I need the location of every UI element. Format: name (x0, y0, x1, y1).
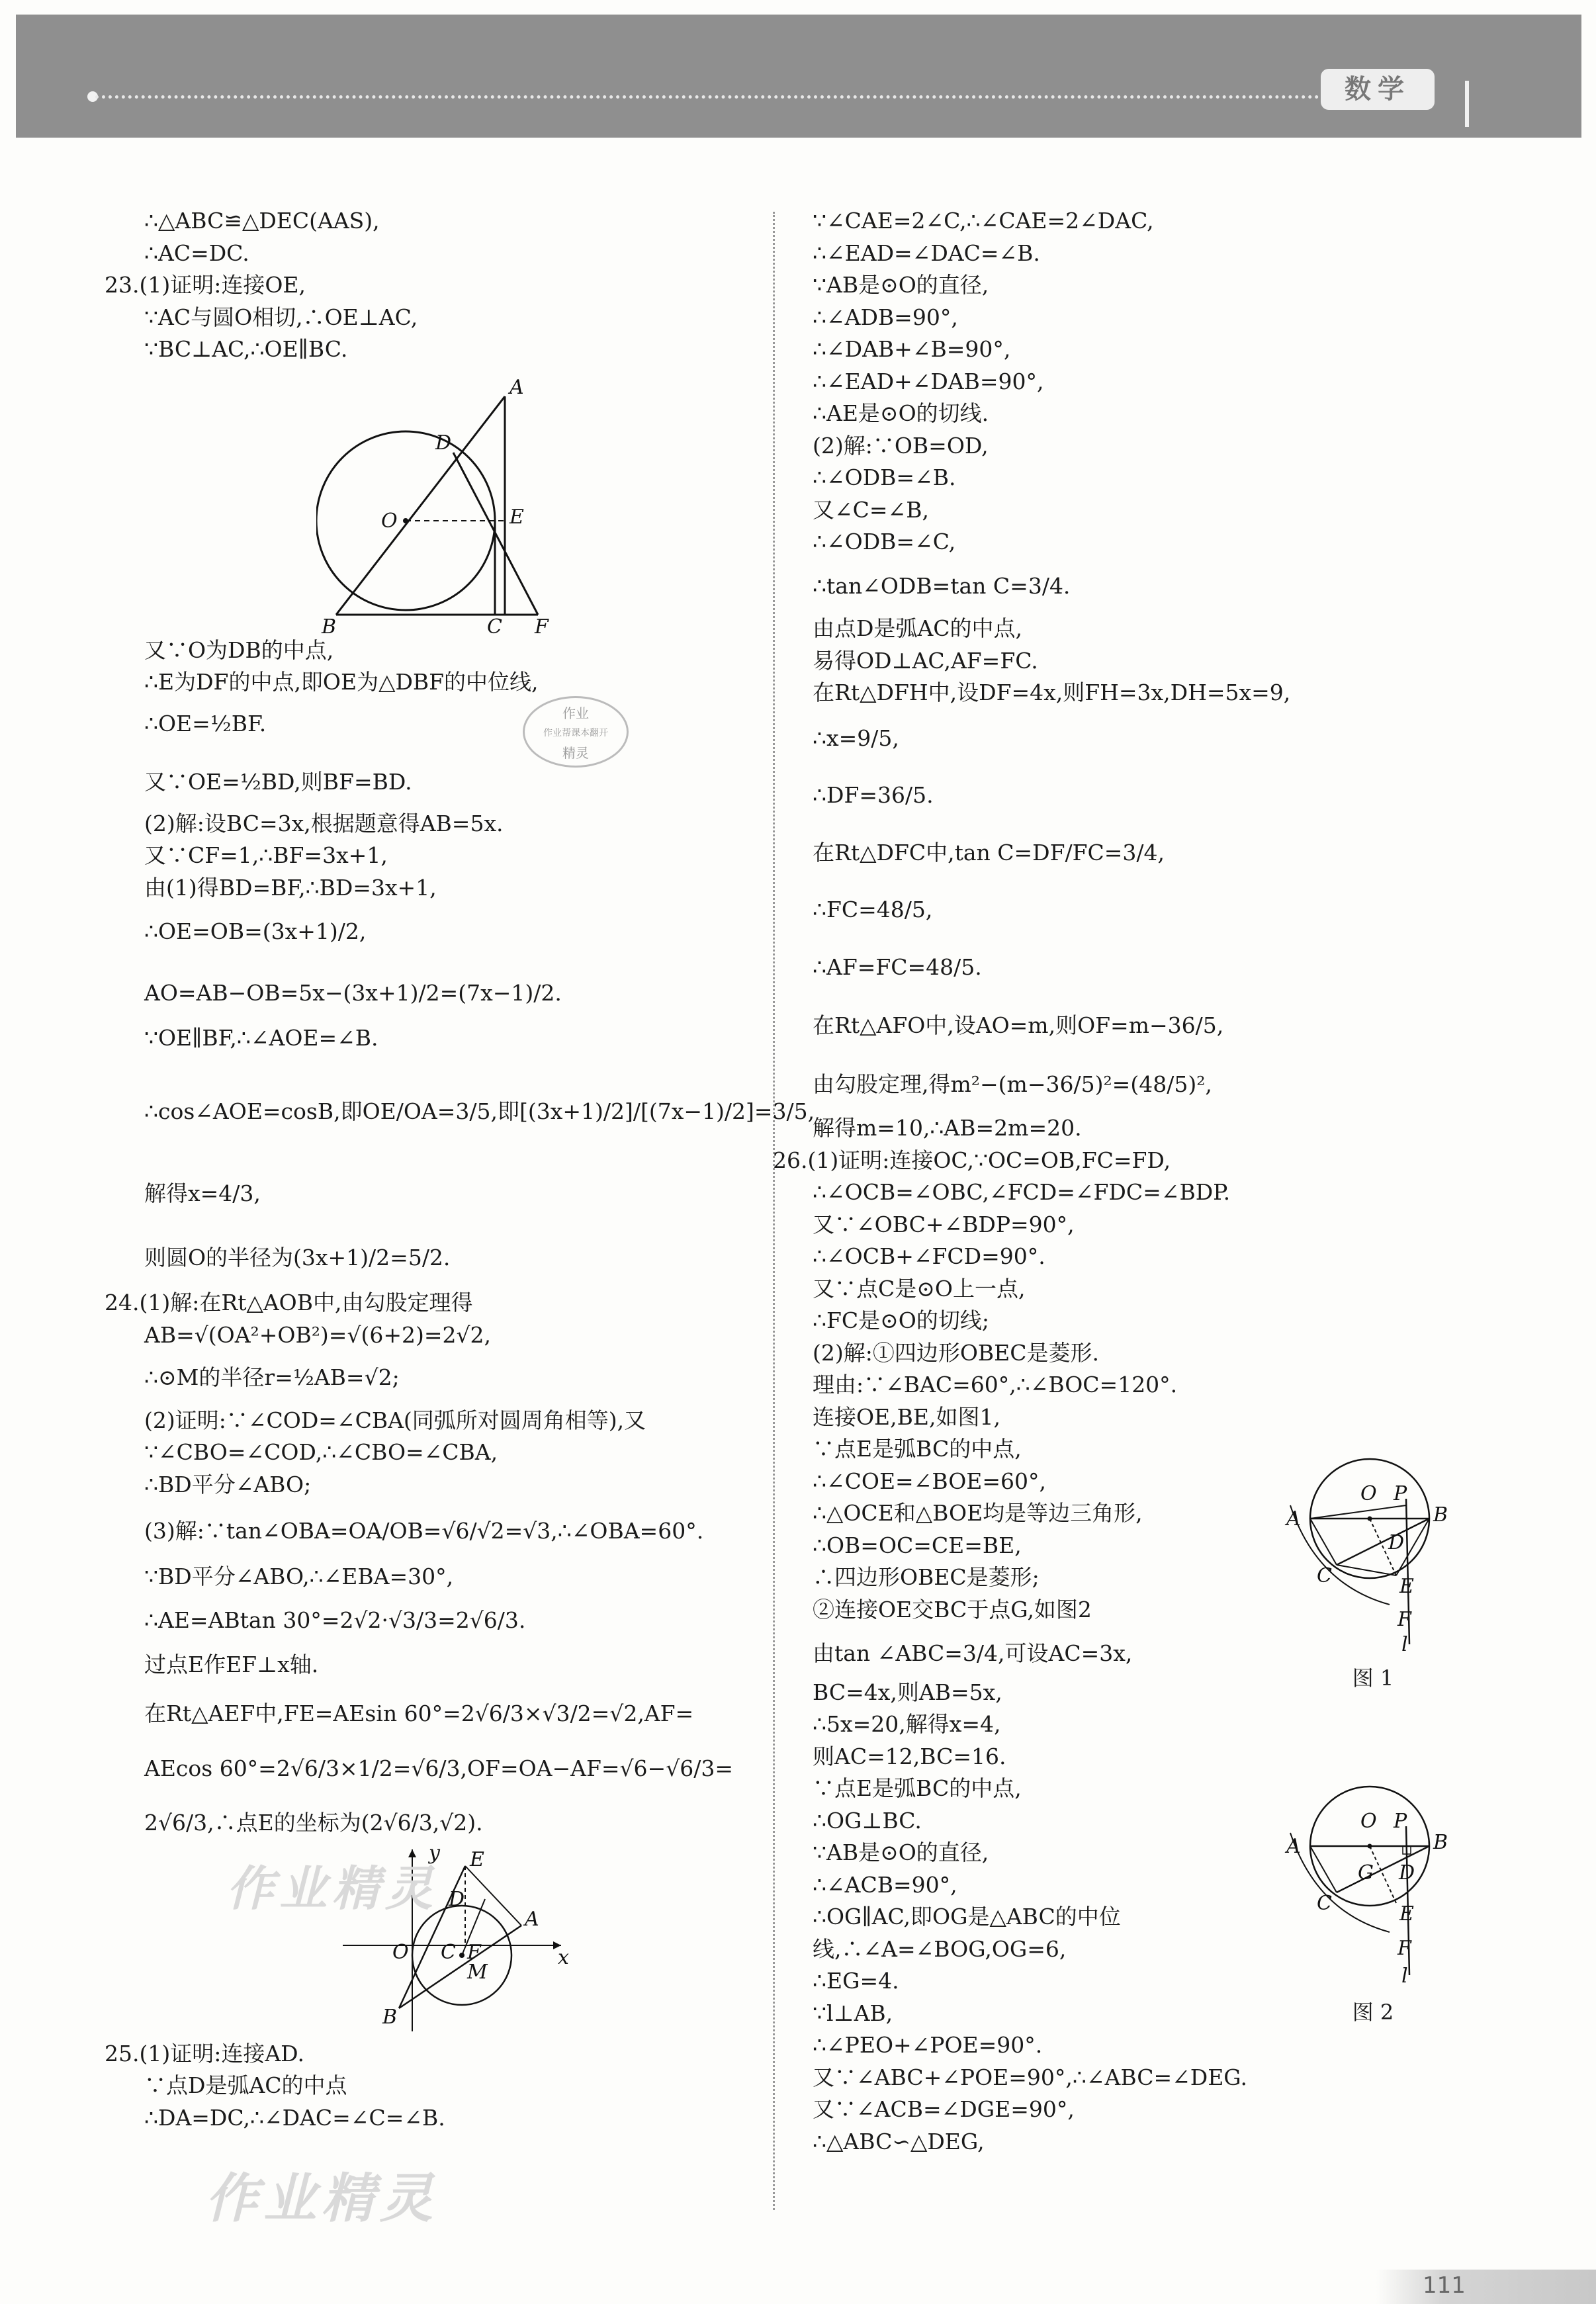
figure-26-1 (1277, 1452, 1469, 1692)
text-line: ∴∠DAB+∠B=90°, (813, 336, 1011, 362)
text-line: (3)解:∵tan∠OBA=OA/OB=√6/√2=√3,∴∠OBA=60°. (144, 1518, 704, 1544)
stamp-line: 作业 (562, 705, 589, 721)
fig26-1-label-b: B (1433, 1503, 1448, 1527)
fig26-2-label-g: G (1358, 1861, 1374, 1884)
text-line: 又∵点C是⊙O上一点, (813, 1275, 1026, 1302)
text-line: ∴∠EAD+∠DAB=90°, (813, 368, 1044, 394)
text-line: 2√6/3,∴点E的坐标为(2√6/3,√2). (144, 1810, 483, 1836)
header-bar (1465, 81, 1469, 127)
text-line: 由勾股定理,得m²−(m−36/5)²=(48/5)², (813, 1071, 1212, 1097)
fig26-1-label-o: O (1360, 1482, 1377, 1505)
figure-26-1-svg (1277, 1452, 1469, 1658)
stamp-line: 精灵 (562, 745, 589, 761)
text-line: ∴cos∠AOE=cosB,即OE/OA=3/5,即[(3x+1)/2]/[(7x−1)/2]=3/5, (144, 1098, 815, 1124)
text-line: ∴OE=½BF. (144, 710, 267, 736)
text-line: 在Rt△DFC中,tan C=DF/FC=3/4, (813, 839, 1165, 865)
fig26-2-label-d: D (1399, 1861, 1415, 1884)
text-line: ∴OB=OC=CE=BE, (813, 1532, 1022, 1558)
text-line: BC=4x,则AB=5x, (813, 1679, 1002, 1705)
figure-26-1-caption: 图 1 (1352, 1665, 1394, 1691)
subject-label: 数学 (1321, 69, 1435, 110)
fig26-2-label-b: B (1433, 1831, 1448, 1854)
text-line: (2)证明:∵∠COD=∠CBA(同弧所对圆周角相等),又 (144, 1407, 646, 1433)
fig26-1-label-f: F (1397, 1608, 1411, 1631)
fig26-2-label-a: A (1286, 1835, 1301, 1858)
text-line: ∴∠OCB+∠FCD=90°. (813, 1243, 1045, 1269)
text-line: ∴EG=4. (813, 1968, 899, 1994)
watermark-text: 作业精灵 (205, 2168, 438, 2229)
fig24-label-a: A (525, 1907, 539, 1931)
text-line: ∴∠PEO+∠POE=90°. (813, 2032, 1043, 2058)
text-line: ∴⊙M的半径r=½AB=√2; (144, 1364, 400, 1390)
fig26-1-label-d: D (1388, 1531, 1405, 1554)
text-line: ∴∠ADB=90°, (813, 304, 958, 330)
fig26-1-label-p: P (1394, 1482, 1407, 1505)
figure-26-2 (1277, 1780, 1469, 2026)
stamp-line: 作业帮课本翻开 (543, 728, 608, 738)
fig24-label-c: C (441, 1940, 456, 1964)
fig26-1-label-a: A (1286, 1507, 1301, 1530)
text-line: ∴FC=48/5, (813, 897, 933, 922)
figure-26-2-caption: 图 2 (1352, 2000, 1394, 2025)
fig23-label-a: A (510, 375, 524, 399)
text-line: AEcos 60°=2√6/3×1/2=√6/3,OF=OA−AF=√6−√6/3= (144, 1755, 733, 1781)
text-line: ∴∠ODB=∠B. (813, 465, 956, 490)
text-line: ∴∠OCB=∠OBC,∠FCD=∠FDC=∠BDP. (813, 1179, 1231, 1205)
text-line: ∴E为DF的中点,即OE为△DBF的中位线, (144, 669, 539, 695)
text-line: AB=√(OA²+OB²)=√(6+2)=2√2, (144, 1321, 492, 1348)
fig24-label-x: x (558, 1945, 569, 1969)
fig26-2-label-l: l (1401, 1965, 1408, 1988)
fig24-label-e: E (470, 1847, 484, 1871)
text-line: ∴5x=20,解得x=4, (813, 1711, 1001, 1737)
fig26-2-label-e: E (1399, 1902, 1414, 1926)
fig24-label-y: y (429, 1841, 440, 1865)
question-23-start: 23.(1)证明:连接OE, (105, 272, 306, 298)
text-line: 又∵OE=½BD,则BF=BD. (144, 769, 412, 795)
fig23-label-d: D (435, 431, 452, 455)
text-line: ∵AB是⊙O的直径, (813, 272, 989, 298)
text-line: ∵点E是弧BC的中点, (813, 1775, 1022, 1801)
text-line: 线,∴∠A=∠BOG,OG=6, (813, 1935, 1067, 1962)
text-line: ②连接OE交BC于点G,如图2 (813, 1596, 1092, 1622)
fig26-1-label-c: C (1317, 1564, 1332, 1587)
text-line: 由点D是弧AC的中点, (813, 615, 1023, 641)
text-line: ∴x=9/5, (813, 725, 899, 751)
fig26-2-label-f: F (1397, 1937, 1411, 1960)
text-line: (2)解:∵OB=OD, (813, 432, 989, 459)
text-line: 由tan ∠ABC=3/4,可设AC=3x, (813, 1640, 1133, 1666)
text-line: 又∵∠OBC+∠BDP=90°, (813, 1211, 1075, 1237)
text-line: ∵点D是弧AC的中点 (144, 2072, 347, 2098)
text-line: ∵BC⊥AC,∴OE∥BC. (144, 336, 348, 362)
text-line: (2)解:设BC=3x,根据题意得AB=5x. (144, 810, 504, 836)
fig23-label-c: C (487, 615, 502, 635)
text-line: 又∵O为DB的中点, (144, 637, 334, 663)
watermark-stamp (523, 696, 629, 768)
text-line: ∵OE∥BF,∴∠AOE=∠B. (144, 1025, 378, 1051)
text-line: ∵∠CAE=2∠C,∴∠CAE=2∠DAC, (813, 208, 1154, 234)
text-line: ∴△ABC∽△DEG, (813, 2128, 985, 2154)
text-line: ∴OE=OB=(3x+1)/2, (144, 918, 367, 944)
fig26-1-label-e: E (1399, 1575, 1414, 1598)
text-line: 则AC=12,BC=16. (813, 1743, 1006, 1769)
footer-band (1376, 2270, 1596, 2304)
text-line: ∵AC与圆O相切,∴OE⊥AC, (144, 304, 418, 330)
text-line: 连接OE,BE,如图1, (813, 1403, 1000, 1430)
text-line: 理由:∵∠BAC=60°,∴∠BOC=120°. (813, 1372, 1178, 1397)
text-line: ∴BD平分∠ABO; (144, 1471, 312, 1497)
text-line: 过点E作EF⊥x轴. (144, 1651, 319, 1677)
text-line: 又∵∠ABC+∠POE=90°,∴∠ABC=∠DEG. (813, 2064, 1247, 2090)
fig26-2-label-p: P (1394, 1810, 1407, 1833)
fig23-label-e: E (510, 505, 524, 529)
text-line: 在Rt△AFO中,设AO=m,则OF=m−36/5, (813, 1012, 1224, 1038)
figure-26-2-svg (1277, 1780, 1469, 1992)
question-25-start: 25.(1)证明:连接AD. (105, 2040, 304, 2066)
text-line: 易得OD⊥AC,AF=FC. (813, 647, 1038, 674)
text-line: ∴∠ACB=90°, (813, 1871, 957, 1898)
fig24-label-d: D (449, 1887, 465, 1911)
text-line: ∴△OCE和△BOE均是等边三角形, (813, 1500, 1143, 1526)
fig26-2-label-c: C (1317, 1892, 1332, 1915)
text-line: 在Rt△AEF中,FE=AEsin 60°=2√6/3×√3/2=√2,AF= (144, 1701, 694, 1726)
text-line: 解得m=10,∴AB=2m=20. (813, 1115, 1082, 1141)
text-line: ∴AC=DC. (144, 240, 249, 266)
text-line: ∵∠CBO=∠COD,∴∠CBO=∠CBA, (144, 1439, 498, 1465)
text-line: ∴△ABC≌△DEC(AAS), (144, 208, 380, 234)
text-line: ∴DA=DC,∴∠DAC=∠C=∠B. (144, 2104, 445, 2131)
text-line: ∵AB是⊙O的直径, (813, 1839, 989, 1865)
text-line: ∴∠ODB=∠C, (813, 529, 956, 554)
text-line: AO=AB−OB=5x−(3x+1)/2=(7x−1)/2. (144, 979, 562, 1006)
text-line: 由(1)得BD=BF,∴BD=3x+1, (144, 874, 437, 901)
text-line: ∴FC是⊙O的切线; (813, 1307, 989, 1333)
text-line: 在Rt△DFH中,设DF=4x,则FH=3x,DH=5x=9, (813, 680, 1291, 705)
figure-23 (316, 370, 568, 635)
watermark-text: 作业精灵 (226, 1861, 439, 1916)
fig26-1-label-l: l (1401, 1633, 1408, 1656)
text-line: ∴AF=FC=48/5. (813, 953, 982, 980)
text-line: ∴DF=36/5. (813, 782, 934, 808)
fig26-2-label-o: O (1360, 1810, 1377, 1833)
header-dotted-line (95, 95, 1319, 99)
text-line: 解得x=4/3, (144, 1180, 261, 1206)
text-line: ∵l⊥AB, (813, 2000, 893, 2026)
fig24-label-o: O (392, 1940, 409, 1964)
text-line: ∴OG∥AC,即OG是△ABC的中位 (813, 1904, 1121, 1929)
text-line: 则圆O的半径为(3x+1)/2=5/2. (144, 1244, 451, 1270)
text-line: ∵BD平分∠ABO,∴∠EBA=30°, (144, 1563, 454, 1589)
text-line: ∴AE=ABtan 30°=2√2·√3/3=2√6/3. (144, 1607, 526, 1633)
text-line: ∵点E是弧BC的中点, (813, 1436, 1022, 1462)
text-line: ∴OG⊥BC. (813, 1807, 922, 1834)
text-line: 又∠C=∠B, (813, 496, 929, 523)
text-line: ∴∠COE=∠BOE=60°, (813, 1468, 1046, 1494)
question-26-start: 26.(1)证明:连接OC,∵OC=OB,FC=FD, (773, 1147, 1171, 1173)
text-line: 又∵∠ACB=∠DGE=90°, (813, 2096, 1075, 2122)
fig23-label-b: B (322, 615, 337, 635)
text-line: ∴tan∠ODB=tan C=3/4. (813, 572, 1071, 599)
fig23-label-o: O (381, 509, 398, 533)
left-column (105, 205, 815, 2134)
fig24-label-f: F (467, 1940, 481, 1964)
fig24-label-m: M (467, 1960, 488, 1984)
text-line: (2)解:①四边形OBEC是菱形. (813, 1339, 1099, 1366)
page-number: 111 (1423, 2272, 1466, 2299)
text-line: ∴四边形OBEC是菱形; (813, 1564, 1040, 1590)
text-line: ∴∠EAD=∠DAC=∠B. (813, 240, 1040, 266)
fig23-label-f: F (535, 615, 549, 635)
text-line: ∴AE是⊙O的切线. (813, 400, 989, 426)
text-line: 又∵CF=1,∴BF=3x+1, (144, 842, 388, 868)
column-divider (773, 212, 775, 2210)
question-24-start: 24.(1)解:在Rt△AOB中,由勾股定理得 (105, 1290, 473, 1315)
fig24-label-b: B (382, 2005, 398, 2029)
